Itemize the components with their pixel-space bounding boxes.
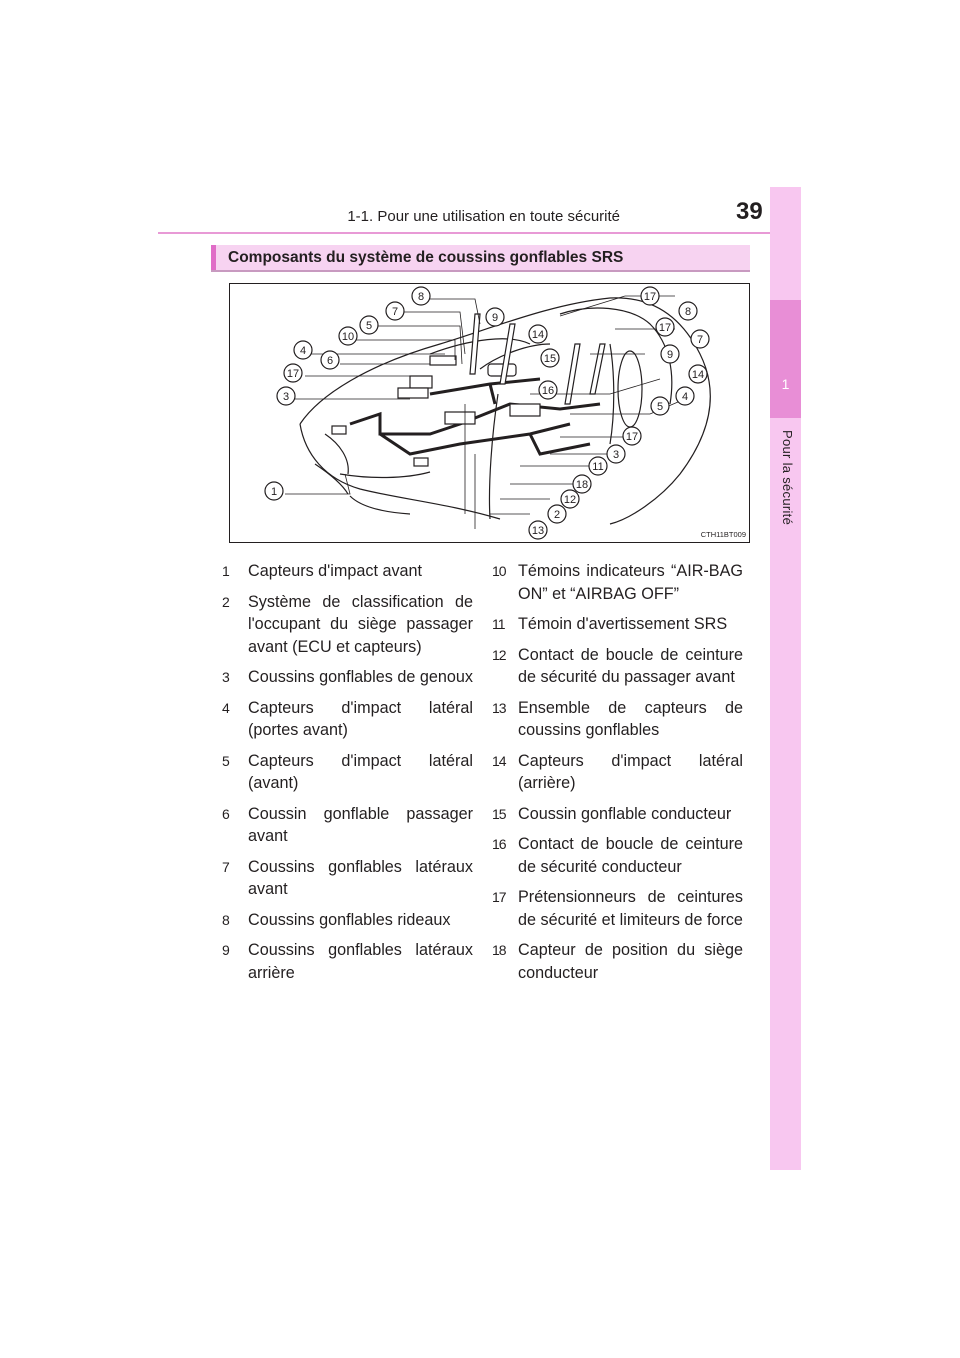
legend-item-number: 9 [222,942,229,958]
callout-number: 3 [282,391,290,403]
callout-marker [412,287,430,305]
legend-item [492,613,752,636]
callout-number: 2 [553,509,561,521]
legend-item [222,803,482,848]
chapter-number: 1 [781,376,790,392]
legend-item [222,750,482,795]
callout-marker [561,490,579,508]
callout-number: 14 [531,329,545,341]
legend-item-number: 6 [222,805,229,822]
chapter-label: Pour la sécurité [780,430,795,526]
callout-marker [284,364,302,382]
car-illustration [230,284,749,542]
callout-number: 5 [365,320,373,332]
callout-number: 13 [531,525,545,537]
legend-item-number: 5 [222,752,229,769]
figure-code: CTH11BT009 [700,530,746,539]
callout-number: 15 [543,353,557,365]
legend-item-number: 3 [222,669,229,685]
callout-marker [691,330,709,348]
legend-item-number: 11 [492,616,505,632]
legend-item-number: 1 [222,563,229,579]
callout-marker [277,387,295,405]
legend-item-number: 13 [492,699,506,716]
legend-item [492,644,752,689]
callout-marker [339,327,357,345]
callout-number: 7 [696,334,704,346]
callout-marker [661,345,679,363]
legend-item-text: Témoins indicateurs “AIR-BAG ON” et “AIRBAG OFF” [518,562,743,603]
legend-item-number: 17 [492,889,506,905]
legend-item-text: Contact de boucle de ceinture de sécurité du passager avant [518,645,743,686]
section-title: 1-1. Pour une utilisation en toute sécurité [347,208,620,225]
legend-item [222,856,482,901]
legend-item-number: 14 [492,752,506,769]
callout-marker [548,505,566,523]
legend-item [222,939,482,984]
callout-marker [265,482,283,500]
legend-item [492,560,752,605]
callout-number: 8 [417,291,425,303]
legend-item-text: Coussins gonflables latéraux avant [248,857,473,898]
legend-column-left [222,560,482,992]
legend-item-text: Coussins gonflables de genoux [248,668,473,686]
callout-marker [486,308,504,326]
callout-marker [676,387,694,405]
legend-item-number: 12 [492,646,506,663]
legend-item-text: Capteur de position du siège conducteur [518,941,743,982]
legend-item-number: 15 [492,805,506,822]
callout-marker [529,521,547,539]
callout-number: 8 [684,306,692,318]
callout-number: 6 [326,355,334,367]
page-number: 39 [736,198,763,225]
callout-marker [641,287,659,305]
airbag-system-diagram [229,283,750,543]
legend-item-text: Capteurs d'impact avant [248,562,423,580]
chapter-tab-marker [770,300,801,418]
section-heading-text: Composants du système de coussins gonflables SRS [228,249,624,266]
legend-item-number: 7 [222,858,229,875]
callout-marker [360,316,378,334]
callout-number: 17 [625,431,639,443]
callout-number: 9 [491,312,499,324]
callout-number: 17 [658,322,672,334]
legend-item [222,560,482,583]
callout-number: 10 [341,331,355,343]
legend-item [222,666,482,689]
callout-marker [573,475,591,493]
legend-item [492,697,752,742]
callout-marker [294,341,312,359]
callout-marker [529,325,547,343]
callout-number: 16 [541,385,555,397]
callout-marker [539,381,557,399]
legend-item-text: Coussin gonflable passager avant [248,804,473,845]
legend-item [492,803,752,826]
legend-item-number: 2 [222,593,229,610]
legend-item-text: Ensemble de capteurs de coussins gonflables [518,698,743,739]
legend-item [492,833,752,878]
legend-item [492,886,752,931]
callout-number: 4 [681,391,689,403]
legend-item [222,697,482,742]
callout-number: 11 [592,461,604,473]
legend-item-text: Contact de boucle de ceinture de sécurité conducteur [518,835,743,876]
legend-item-number: 16 [492,836,506,852]
legend-item [222,591,482,659]
section-heading-underline [211,270,750,272]
legend-item-text: Système de classification de l'occupant du siège passager avant (ECU et capteurs) [248,592,473,656]
legend-item [222,909,482,932]
callout-marker [651,397,669,415]
section-heading [211,245,750,272]
callout-number: 1 [270,486,278,498]
legend-item-number: 8 [222,911,229,928]
legend-item-text: Capteurs d'impact latéral (avant) [248,751,473,792]
callout-number: 17 [643,291,657,303]
legend-item [492,939,752,984]
callout-marker [386,302,404,320]
callout-marker [689,365,707,383]
callout-number: 9 [666,349,674,361]
callout-marker [623,427,641,445]
callout-marker [607,445,625,463]
legend-item-text: Capteurs d'impact latéral (arrière) [518,751,743,792]
callout-number: 14 [691,369,705,381]
callout-number: 18 [575,479,589,491]
legend-column-right [492,560,752,992]
legend-item-number: 4 [222,699,229,716]
legend-item-text: Coussin gonflable conducteur [518,804,732,823]
callout-number: 4 [299,345,307,357]
legend-item [492,750,752,795]
callout-marker [679,302,697,320]
callout-number: 7 [391,306,399,318]
callout-number: 5 [656,401,664,413]
callout-marker [541,349,559,367]
callout-marker [321,351,339,369]
legend-item-text: Prétensionneurs de ceintures de sécurité et limiteurs de force [518,888,743,929]
callout-number: 17 [286,368,300,380]
legend-item-number: 10 [492,563,506,579]
callout-number: 12 [563,494,577,506]
legend-item-text: Coussins gonflables rideaux [248,910,451,929]
callout-marker [589,457,607,475]
legend-item-text: Coussins gonflables latéraux arrière [248,941,473,982]
callout-marker [656,318,674,336]
legend-item-text: Capteurs d'impact latéral (portes avant) [248,698,473,739]
legend-item-number: 18 [492,942,506,958]
legend-item-text: Témoin d'avertissement SRS [518,615,728,633]
header-rule [158,232,801,234]
callout-number: 3 [612,449,620,461]
